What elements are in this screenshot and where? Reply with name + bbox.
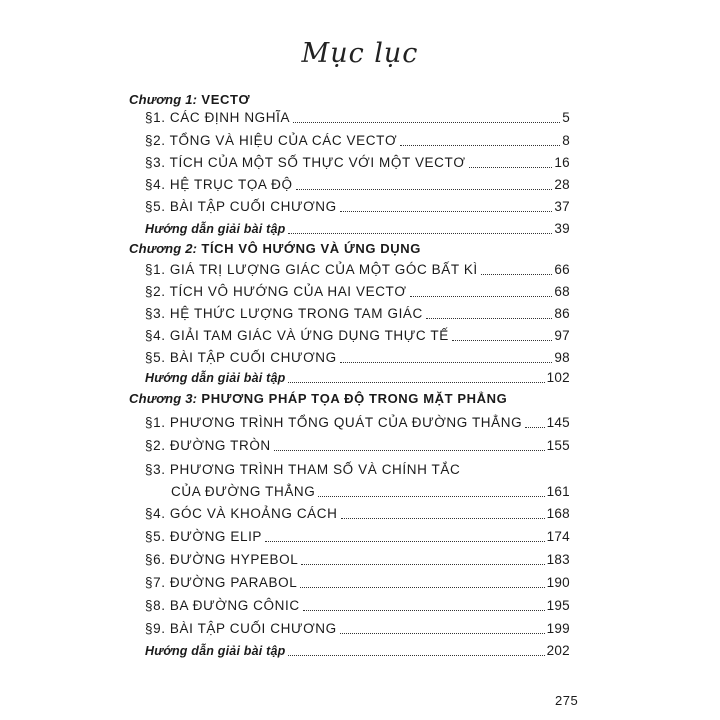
toc-entry-page: 183 [546, 552, 570, 567]
dot-leader [318, 496, 544, 497]
toc-entry-label: Hướng dẫn giải bài tập [145, 644, 286, 658]
toc-entry[interactable] [145, 529, 570, 545]
toc-entry-page: 174 [546, 529, 570, 544]
toc-entry-page: 168 [546, 506, 570, 521]
chapter-title: TÍCH VÔ HƯỚNG VÀ ỨNG DỤNG [201, 241, 421, 256]
toc-entry-label: §9. BÀI TẬP CUỐI CHƯƠNG [145, 621, 337, 636]
toc-entry-page: 8 [562, 133, 570, 148]
dot-leader [426, 318, 553, 319]
chapter-prefix: Chương 1: [129, 92, 198, 107]
toc-entry[interactable] [145, 133, 570, 149]
toc-guide-entry[interactable] [145, 221, 570, 237]
toc-entry-page: 202 [546, 643, 570, 658]
toc-entry-page: 97 [554, 328, 570, 343]
toc-entry-page: 39 [554, 221, 570, 236]
toc-entry-page: 145 [546, 415, 570, 430]
dot-leader [301, 564, 544, 565]
toc-entry-page: 16 [554, 155, 570, 170]
toc-entry[interactable] [171, 484, 570, 500]
dot-leader [410, 296, 553, 297]
toc-entry[interactable] [145, 552, 570, 568]
dot-leader [288, 655, 544, 656]
toc-entry-label: §2. TÍCH VÔ HƯỚNG CỦA HAI VECTƠ [145, 284, 407, 299]
chapter-prefix: Chương 3: [129, 391, 198, 406]
dot-leader [296, 189, 553, 190]
toc-entry[interactable] [145, 438, 570, 454]
toc-entry[interactable] [145, 306, 570, 322]
toc-entry-page: 190 [546, 575, 570, 590]
toc-entry-label: §1. PHƯƠNG TRÌNH TỔNG QUÁT CỦA ĐƯỜNG THẲNG [145, 415, 523, 430]
toc-guide-entry[interactable] [145, 643, 570, 659]
toc-entry-page: 161 [546, 484, 570, 499]
toc-entry-label: §7. ĐƯỜNG PARABOL [145, 575, 298, 590]
toc-entry-label: §5. BÀI TẬP CUỐI CHƯƠNG [145, 350, 337, 365]
dot-leader [400, 145, 560, 146]
toc-entry-label: Hướng dẫn giải bài tập [145, 371, 286, 385]
toc-entry-label: §4. HỆ TRỤC TỌA ĐỘ [145, 177, 293, 192]
toc-entry[interactable] [145, 328, 570, 344]
toc-entry[interactable] [145, 621, 570, 637]
dot-leader [452, 340, 553, 341]
toc-entry[interactable] [145, 155, 570, 171]
toc-entry-label: §8. BA ĐƯỜNG CÔNIC [145, 598, 300, 613]
toc-entry-label: §5. BÀI TẬP CUỐI CHƯƠNG [145, 199, 337, 214]
toc-entry-page: 199 [546, 621, 570, 636]
page-title: Mục lục [301, 38, 419, 69]
dot-leader [340, 362, 553, 363]
toc-entry-label: §3. TÍCH CỦA MỘT SỐ THỰC VỚI MỘT VECTƠ [145, 155, 466, 170]
toc-entry-label: §1. CÁC ĐỊNH NGHĨA [145, 110, 291, 125]
dot-leader [288, 382, 544, 383]
dot-leader [525, 427, 544, 428]
chapter-title: VECTƠ [201, 92, 251, 107]
toc-entry-label: §3. HỆ THỨC LƯỢNG TRONG TAM GIÁC [145, 306, 423, 321]
dot-leader [293, 122, 560, 123]
dot-leader [469, 167, 553, 168]
toc-entry[interactable] [145, 199, 570, 215]
chapter-heading-1 [129, 92, 250, 108]
toc-entry[interactable] [145, 575, 570, 591]
dot-leader [288, 233, 552, 234]
toc-entry-page: 98 [554, 350, 570, 365]
dot-leader [481, 274, 553, 275]
toc-entry-page: 86 [554, 306, 570, 321]
toc-entry-label: §4. GÓC VÀ KHOẢNG CÁCH [145, 506, 338, 521]
toc-entry-label: §2. ĐƯỜNG TRÒN [145, 438, 271, 453]
toc-entry[interactable] [145, 177, 570, 193]
toc-entry[interactable] [145, 262, 570, 278]
page-number: 275 [555, 693, 579, 708]
toc-entry-page: 5 [562, 110, 570, 125]
toc-entry[interactable] [145, 598, 570, 614]
toc-entry-page: 155 [546, 438, 570, 453]
toc-entry-label-line1: §3. PHƯƠNG TRÌNH THAM SỐ VÀ CHÍNH TẮC [145, 462, 461, 477]
toc-entry-page: 195 [546, 598, 570, 613]
dot-leader [274, 450, 545, 451]
toc-entry-label: §2. TỔNG VÀ HIỆU CỦA CÁC VECTƠ [145, 133, 398, 148]
toc-entry-label: §6. ĐƯỜNG HYPEBOL [145, 552, 299, 567]
chapter-title: PHƯƠNG PHÁP TỌA ĐỘ TRONG MẶT PHẲNG [201, 391, 508, 406]
toc-entry[interactable] [145, 284, 570, 300]
toc-guide-entry[interactable] [145, 370, 570, 386]
dot-leader [265, 541, 545, 542]
chapter-heading-2 [129, 241, 421, 257]
toc-entry-page: 28 [554, 177, 570, 192]
dot-leader [340, 633, 545, 634]
toc-entry-page: 37 [554, 199, 570, 214]
dot-leader [340, 211, 553, 212]
chapter-heading-3 [129, 391, 507, 407]
dot-leader [300, 587, 544, 588]
toc-entry-label: §1. GIÁ TRỊ LƯỢNG GIÁC CỦA MỘT GÓC BẤT KÌ [145, 262, 478, 277]
toc-entry-label-continuation: CỦA ĐƯỜNG THẲNG [171, 484, 316, 499]
toc-entry-page: 66 [554, 262, 570, 277]
toc-entry[interactable] [145, 415, 570, 431]
chapter-prefix: Chương 2: [129, 241, 198, 256]
dot-leader [303, 610, 545, 611]
toc-entry[interactable] [145, 350, 570, 366]
toc-entry-page: 102 [546, 370, 570, 385]
toc-entry-label: §4. GIẢI TAM GIÁC VÀ ỨNG DỤNG THỰC TẾ [145, 328, 449, 343]
toc-entry-label: §5. ĐƯỜNG ELIP [145, 529, 263, 544]
dot-leader [341, 518, 545, 519]
toc-entry-page: 68 [554, 284, 570, 299]
toc-entry-label: Hướng dẫn giải bài tập [145, 222, 286, 236]
toc-entry[interactable] [145, 110, 570, 126]
toc-entry[interactable] [145, 506, 570, 522]
